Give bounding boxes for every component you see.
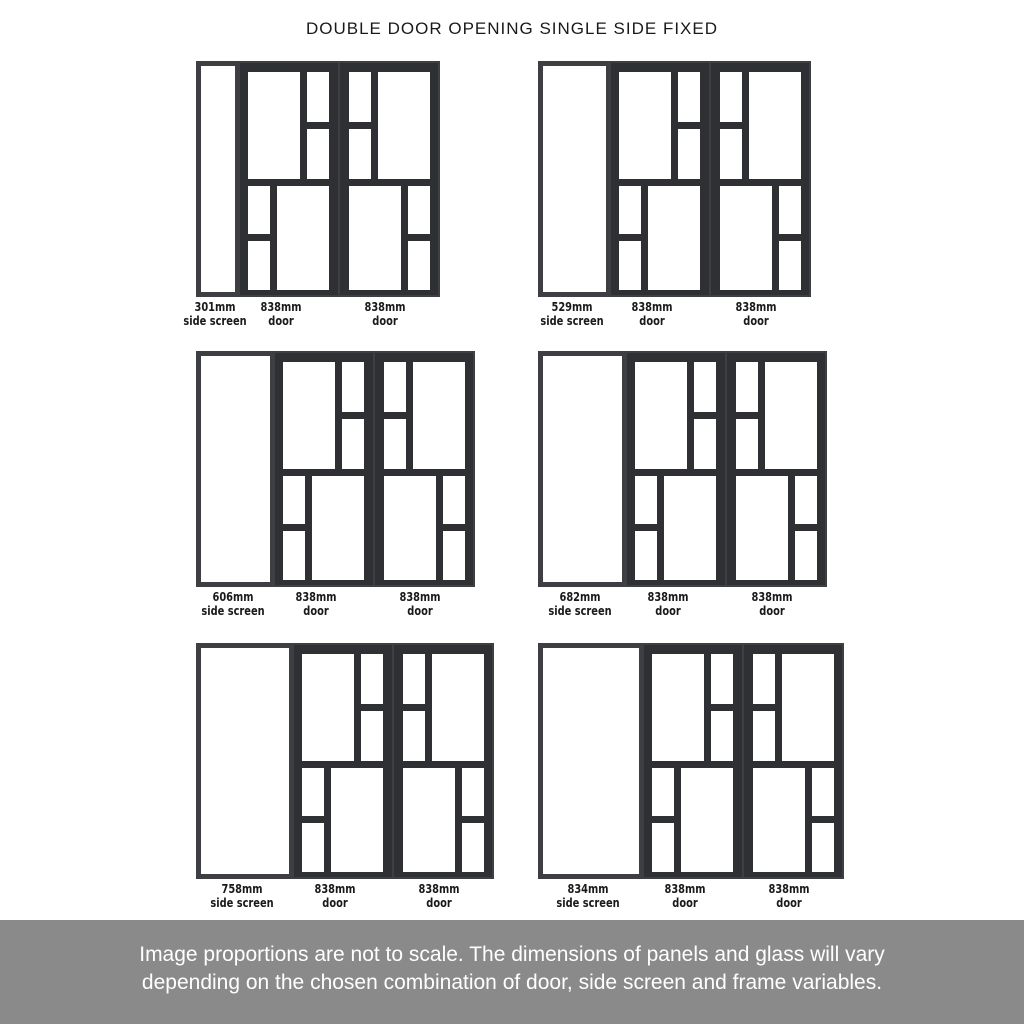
glass-pane <box>664 476 716 580</box>
outer-frame <box>538 61 811 297</box>
door-leaf <box>340 63 438 295</box>
glass-pane <box>307 72 329 122</box>
glass-pane <box>312 476 364 580</box>
glass-pane <box>652 823 674 872</box>
door-leaf <box>294 645 392 877</box>
glass-pane <box>248 72 300 179</box>
dimension-value: 838mm <box>631 300 673 314</box>
glass-pane <box>678 72 700 122</box>
glass-pane <box>619 241 641 290</box>
glass-pane <box>795 476 817 524</box>
dimension-label: door <box>743 314 769 328</box>
glass-pane <box>302 823 324 872</box>
glass-pane <box>378 72 430 179</box>
dimension-label: door <box>655 604 681 618</box>
outer-frame <box>538 351 827 587</box>
door-leaf <box>711 63 809 295</box>
dimension-value: 838mm <box>260 300 302 314</box>
glass-pane <box>753 768 805 872</box>
dimension-value: 838mm <box>314 882 356 896</box>
door-leaf <box>744 645 842 877</box>
glass-pane <box>413 362 465 469</box>
door-unit <box>196 351 475 631</box>
dimension-value: 834mm <box>567 882 609 896</box>
side-screen-glass <box>543 356 622 582</box>
dimension-value: 838mm <box>735 300 777 314</box>
dimension-label: door <box>672 896 698 910</box>
glass-pane <box>678 129 700 179</box>
glass-pane <box>694 419 716 469</box>
outer-frame <box>538 643 844 879</box>
side-screen-glass <box>543 66 606 292</box>
glass-pane <box>753 711 775 761</box>
glass-pane <box>681 768 733 872</box>
dimension-value: 838mm <box>364 300 406 314</box>
glass-pane <box>403 768 455 872</box>
door-unit <box>538 351 827 631</box>
glass-pane <box>283 476 305 524</box>
dimension-value: 838mm <box>295 590 337 604</box>
glass-pane <box>753 654 775 704</box>
dimension-label: door <box>776 896 802 910</box>
dimension-value: 838mm <box>418 882 460 896</box>
door-unit <box>183 61 440 341</box>
glass-pane <box>248 241 270 290</box>
glass-pane <box>749 72 801 179</box>
dimension-label: side screen <box>183 314 247 328</box>
glass-pane <box>765 362 817 469</box>
dimension-label: door <box>372 314 398 328</box>
glass-pane <box>361 711 383 761</box>
door-caption <box>244 300 318 328</box>
dimension-label: side screen <box>556 896 620 910</box>
glass-pane <box>779 186 801 234</box>
door-unit <box>538 643 844 923</box>
glass-pane <box>302 768 324 816</box>
disclaimer-line-2: depending on the chosen combination of door, side screen and frame variables. <box>141 971 883 994</box>
dimension-label: side screen <box>539 314 604 328</box>
door-caption <box>298 882 372 910</box>
door-leaf <box>644 645 742 877</box>
glass-pane <box>720 129 742 179</box>
glass-pane <box>283 531 305 580</box>
glass-pane <box>349 72 371 122</box>
glass-pane <box>384 419 406 469</box>
door-leaf <box>727 353 825 585</box>
glass-pane <box>652 654 704 761</box>
door-caption <box>631 590 705 618</box>
glass-pane <box>331 768 383 872</box>
dimension-value: 838mm <box>751 590 793 604</box>
page-title: DOUBLE DOOR OPENING SINGLE SIDE FIXED <box>305 19 719 38</box>
door-caption <box>735 590 809 618</box>
side-screen-glass <box>201 648 289 874</box>
glass-pane <box>635 476 657 524</box>
door-caption <box>383 590 457 618</box>
glass-pane <box>443 476 465 524</box>
glass-pane <box>652 768 674 816</box>
dimension-value: 301mm <box>194 300 236 314</box>
dimension-label: door <box>303 604 329 618</box>
outer-frame <box>196 61 440 297</box>
door-leaf <box>375 353 473 585</box>
door-leaf <box>611 63 709 295</box>
glass-pane <box>795 531 817 580</box>
glass-pane <box>619 186 641 234</box>
dimension-value: 758mm <box>221 882 263 896</box>
door-caption <box>615 300 689 328</box>
disclaimer-text <box>0 941 1024 997</box>
glass-pane <box>283 362 335 469</box>
side-screen-caption <box>551 882 625 910</box>
glass-pane <box>812 823 834 872</box>
door-leaf <box>394 645 492 877</box>
glass-pane <box>342 419 364 469</box>
glass-pane <box>403 654 425 704</box>
footer-banner <box>0 920 1024 1024</box>
glass-pane <box>462 768 484 816</box>
side-screen-caption <box>205 882 279 910</box>
glass-pane <box>779 241 801 290</box>
side-screen-glass <box>543 648 639 874</box>
dimension-value: 682mm <box>558 590 601 604</box>
door-caption <box>648 882 722 910</box>
dimension-label: door <box>639 314 665 328</box>
door-leaf <box>627 353 725 585</box>
glass-pane <box>720 186 772 290</box>
glass-pane <box>736 476 788 580</box>
glass-pane <box>408 241 430 290</box>
dimension-value: 606mm <box>211 590 254 604</box>
outer-frame <box>196 351 475 587</box>
dimension-label: door <box>426 896 452 910</box>
dimension-value: 838mm <box>768 882 810 896</box>
side-screen-caption <box>543 590 617 618</box>
dimension-value: 838mm <box>664 882 706 896</box>
glass-pane <box>408 186 430 234</box>
dimension-value: 838mm <box>399 590 441 604</box>
side-screen-caption <box>196 590 270 618</box>
glass-pane <box>384 476 436 580</box>
glass-pane <box>635 362 687 469</box>
glass-pane <box>403 711 425 761</box>
door-leaf <box>275 353 373 585</box>
glass-pane <box>694 362 716 412</box>
outer-frame <box>196 643 494 879</box>
glass-pane <box>302 654 354 761</box>
dimension-label: door <box>322 896 348 910</box>
door-leaf <box>240 63 338 295</box>
door-caption <box>752 882 826 910</box>
glass-pane <box>342 362 364 412</box>
glass-pane <box>248 186 270 234</box>
glass-pane <box>736 419 758 469</box>
door-unit <box>196 643 494 923</box>
glass-pane <box>711 711 733 761</box>
glass-pane <box>384 362 406 412</box>
glass-pane <box>635 531 657 580</box>
glass-pane <box>443 531 465 580</box>
door-caption <box>279 590 353 618</box>
dimension-label: door <box>759 604 785 618</box>
glass-pane <box>462 823 484 872</box>
door-caption <box>719 300 793 328</box>
glass-pane <box>277 186 329 290</box>
glass-pane <box>349 129 371 179</box>
dimension-value: 838mm <box>647 590 689 604</box>
glass-pane <box>720 72 742 122</box>
glass-pane <box>736 362 758 412</box>
glass-pane <box>711 654 733 704</box>
glass-pane <box>619 72 671 179</box>
glass-pane <box>432 654 484 761</box>
door-caption <box>348 300 422 328</box>
glass-pane <box>648 186 700 290</box>
glass-pane <box>307 129 329 179</box>
dimension-label: door <box>268 314 294 328</box>
disclaimer-line-1: Image proportions are not to scale. The dimensions of panels and glass will vary <box>139 943 885 966</box>
door-caption <box>402 882 476 910</box>
glass-pane <box>782 654 834 761</box>
side-screen-glass <box>201 66 235 292</box>
side-screen-caption <box>178 300 252 328</box>
glass-pane <box>361 654 383 704</box>
glass-pane <box>349 186 401 290</box>
dimension-value: 529mm <box>550 300 593 314</box>
door-unit <box>538 61 811 341</box>
side-screen-caption <box>535 300 609 328</box>
side-screen-glass <box>201 356 270 582</box>
dimension-label: side screen <box>547 604 612 618</box>
glass-pane <box>812 768 834 816</box>
dimension-label: side screen <box>200 604 265 618</box>
dimension-label: side screen <box>210 896 274 910</box>
dimension-label: door <box>407 604 433 618</box>
